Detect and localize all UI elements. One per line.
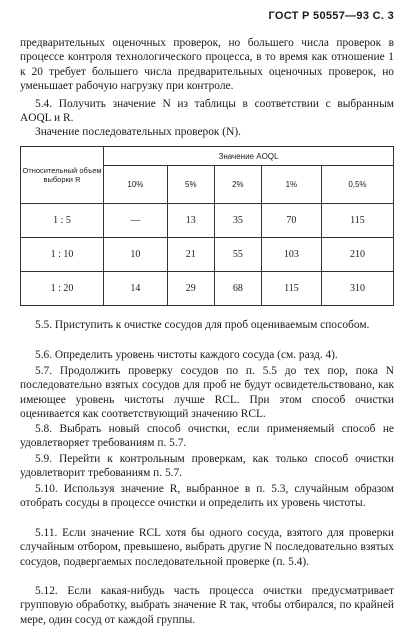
paragraph-5-10: 5.10. Используя значение R, выбранное в п. 5.3, случайным образом отобрать сосуды в процессе очистки и определить их уровень чистоты.	[20, 483, 394, 510]
table-group-header: Значение AOQL	[104, 147, 394, 166]
table-column-header: 10%	[104, 166, 168, 204]
table-grid	[20, 146, 394, 306]
table-cell: —	[104, 204, 168, 238]
paragraph-5-9: 5.9. Перейти к контрольным проверкам, как только способ очистки удовлетворит требованиям п. 5.7.	[20, 453, 394, 480]
paragraph-5-7: 5.7. Продолжить проверку сосудов по п. 5.5 до тех пор, пока N последовательно взятых сосудов для проб не будут освидетельствовано, как имеющее уровень чистоты лучше RCL. При этом способ очистки оценивается как соответствующий значению RCL.	[20, 365, 394, 421]
paragraph-5-4: 5.4. Получить значение N из таблицы в соответствии с выбранным AOQL и R.	[20, 98, 394, 125]
table-cell: 103	[261, 238, 321, 272]
paragraph-continuation: предварительных оценочных проверок, но большего числа проверок в процессе контроля технологического процесса, в то время как отношение 1 к 20 требует большего числа предварительных оценочных проверок, но уменьшает рабочую нагрузку при контроле.	[20, 37, 394, 93]
table-column-header: 0,5%	[321, 166, 393, 204]
table-row	[21, 204, 394, 238]
table-cell: 55	[214, 238, 261, 272]
table-cell: 10	[104, 238, 168, 272]
table-cell: 35	[214, 204, 261, 238]
table-column-header: 2%	[214, 166, 261, 204]
aoql-table	[20, 146, 394, 306]
table-cell: 14	[104, 272, 168, 306]
table-cell: 68	[214, 272, 261, 306]
table-stub-header: Относительный объем выборки R	[21, 147, 104, 204]
paragraph-5-5: 5.5. Приступить к очистке сосудов для проб оцениваемым способом.	[35, 319, 370, 331]
paragraph-5-11: 5.11. Если значение RCL хотя бы одного сосуда, взятого для проверки случайным отбором, превышено, выбрать другие N последовательно взятых сосудов, подвергаемых последовательной проверке (п. 5.4).	[20, 527, 394, 568]
table-cell: 115	[321, 204, 393, 238]
table-column-header: 5%	[167, 166, 214, 204]
table-cell: 210	[321, 238, 393, 272]
table-row	[21, 272, 394, 306]
paragraph-5-6: 5.6. Определить уровень чистоты каждого сосуда (см. разд. 4).	[35, 349, 338, 361]
table-row-label: 1 : 5	[21, 204, 104, 238]
table-cell: 21	[167, 238, 214, 272]
page-header: ГОСТ Р 50557—93 С. 3	[268, 10, 394, 22]
table-cell: 13	[167, 204, 214, 238]
table-cell: 115	[261, 272, 321, 306]
table-row-label: 1 : 20	[21, 272, 104, 306]
paragraph-5-12: 5.12. Если какая-нибудь часть процесса очистки предусматривает групповую обработку, выбрать значение R так, чтобы отбирался, по крайней мере, один сосуд от каждой группы.	[20, 585, 394, 626]
table-cell: 70	[261, 204, 321, 238]
paragraph-5-8: 5.8. Выбрать новый способ очистки, если применяемый способ не удовлетворяет требованиям п. 5.7.	[20, 423, 394, 450]
table-cell: 310	[321, 272, 393, 306]
table-row-label: 1 : 10	[21, 238, 104, 272]
table-caption: Значение последовательных проверок (N).	[35, 126, 241, 138]
table-column-header: 1%	[261, 166, 321, 204]
table-row	[21, 238, 394, 272]
table-cell: 29	[167, 272, 214, 306]
